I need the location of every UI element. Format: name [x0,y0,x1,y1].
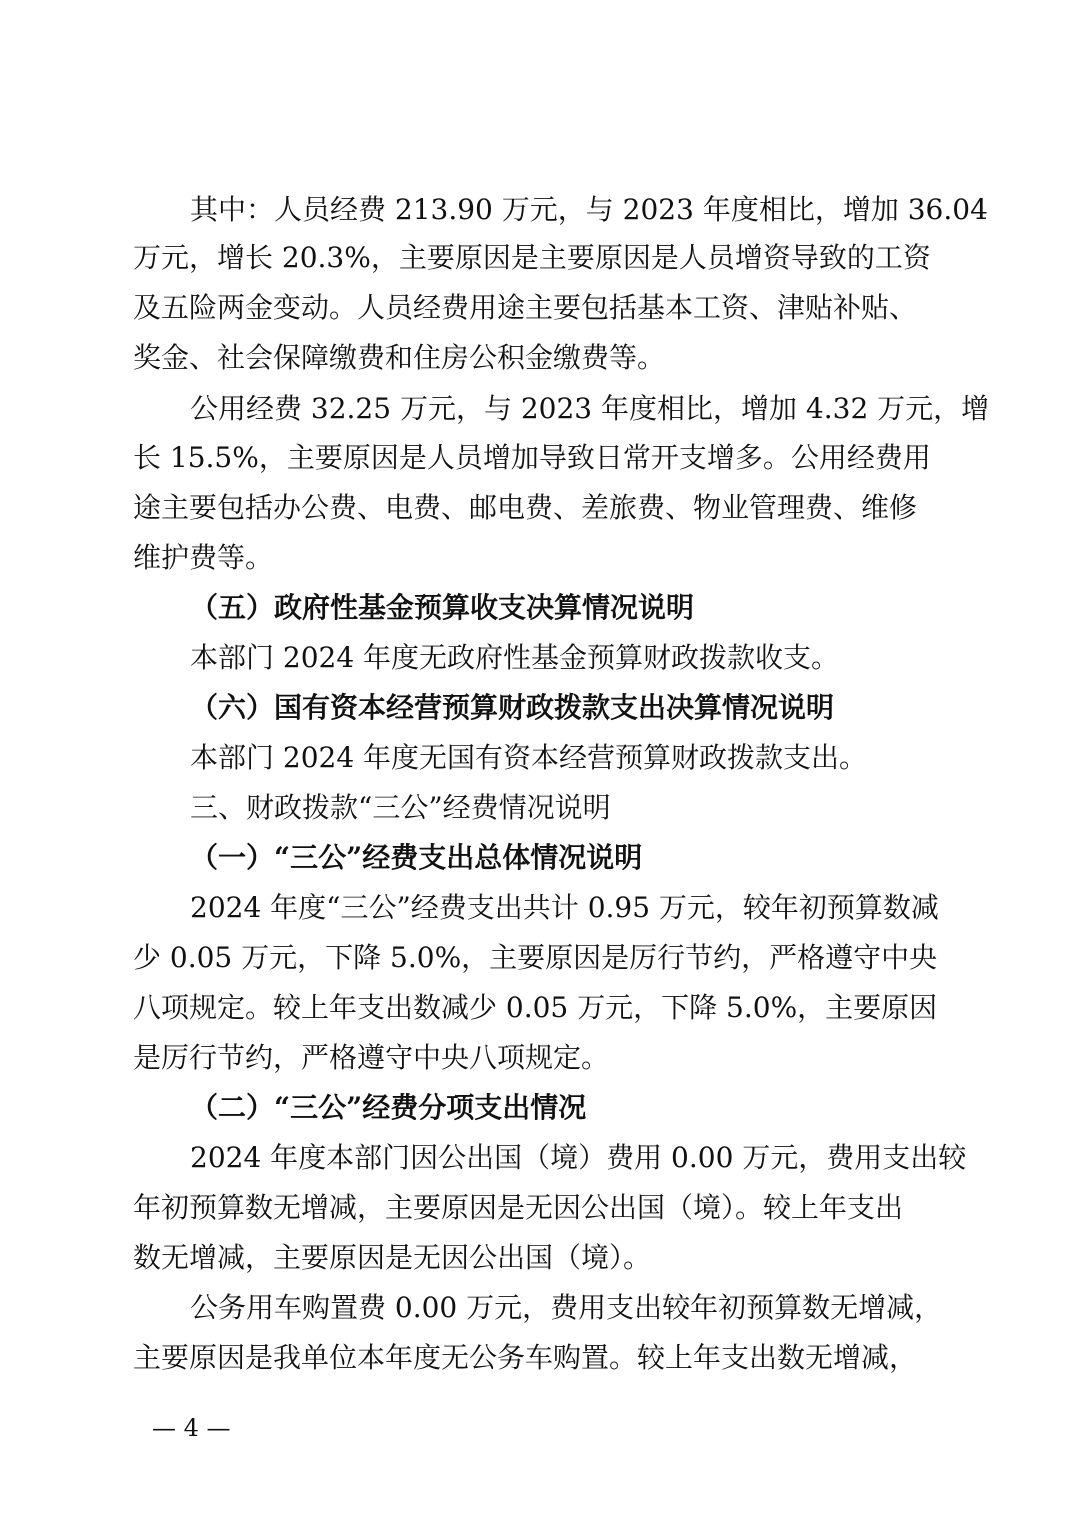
subsection-2-paragraph-2-line-1: 公务用车购置费 0.00 万元，费用支出较年初预算数无增减， [190,1291,943,1324]
section-heading-6: （六）国有资本经营预算财政拨款支出决算情况说明 [190,691,835,724]
subsection-1-line-1: 2024 年度“三公”经费支出共计 0.95 万元，较年初预算数减 [190,891,939,924]
page-number: — 4 — [152,1414,231,1442]
subsection-2-paragraph-1-line-2: 年初预算数无增减，主要原因是无因公出国（境）。较上年支出 [133,1191,904,1224]
section-5-text: 本部门 2024 年度无政府性基金预算财政拨款收支。 [190,641,840,674]
paragraph-personnel-line-3: 及五险两金变动。人员经费用途主要包括基本工资、津贴补贴、 [133,291,918,324]
subsection-heading-2: （二）“三公”经费分项支出情况 [190,1091,587,1124]
paragraph-public-line-4: 维护费等。 [133,541,274,574]
paragraph-public-line-1: 公用经费 32.25 万元，与 2023 年度相比，增加 4.32 万元，增 [190,392,990,425]
subsection-2-paragraph-2-line-2: 主要原因是我单位本年度无公务车购置。较上年支出数无增减， [133,1341,918,1374]
paragraph-personnel-line-2: 万元，增长 20.3%，主要原因是主要原因是人员增资导致的工资 [133,241,931,274]
paragraph-personnel-line-4: 奖金、社会保障缴费和住房公积金缴费等。 [133,341,666,374]
paragraph-public-line-3: 途主要包括办公费、电费、邮电费、差旅费、物业管理费、维修 [133,491,918,524]
paragraph-personnel-line-1: 其中：人员经费 213.90 万元，与 2023 年度相比，增加 36.04 [190,193,988,226]
subsection-2-paragraph-1-line-1: 2024 年度本部门因公出国（境）费用 0.00 万元，费用支出较 [190,1141,967,1174]
paragraph-public-line-2: 长 15.5%，主要原因是人员增加导致日常开支增多。公用经费用 [133,441,931,474]
subsection-1-line-2: 少 0.05 万元，下降 5.0%，主要原因是厉行节约，严格遵守中央 [133,941,938,974]
subsection-1-line-3: 八项规定。较上年支出数减少 0.05 万元，下降 5.0%，主要原因 [133,991,938,1024]
subsection-heading-1: （一）“三公”经费支出总体情况说明 [190,841,643,874]
section-6-text: 本部门 2024 年度无国有资本经营预算财政拨款支出。 [190,741,868,774]
subsection-2-paragraph-1-line-3: 数无增减，主要原因是无因公出国（境）。 [133,1241,652,1274]
subsection-1-line-4: 是厉行节约，严格遵守中央八项规定。 [133,1041,610,1074]
section-heading-5: （五）政府性基金预算收支决算情况说明 [190,591,695,624]
chapter-heading-3: 三、财政拨款“三公”经费情况说明 [190,791,611,824]
